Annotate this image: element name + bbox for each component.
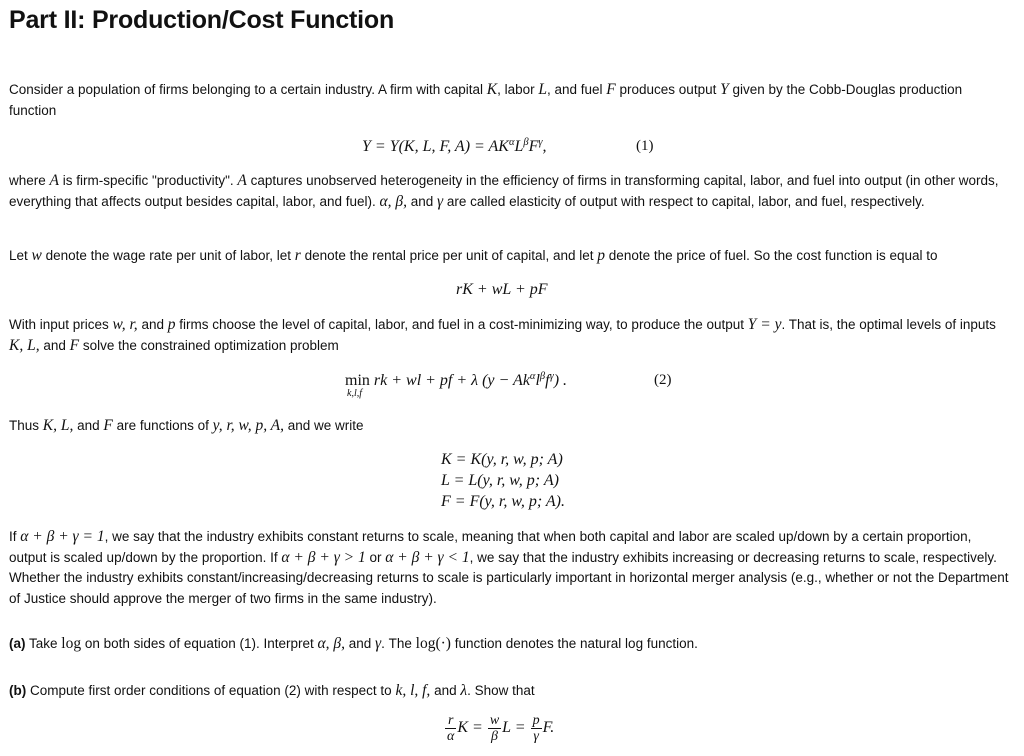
text-span: on both sides of equation (1). Interpret xyxy=(81,636,318,651)
math-var: p xyxy=(167,316,176,333)
text-span: Compute first order conditions of equation (2) with respect to xyxy=(26,683,396,698)
text-span: or xyxy=(365,549,386,565)
text-span: , and fuel xyxy=(547,82,607,97)
min-operator xyxy=(345,372,370,399)
text-span: and xyxy=(73,418,104,433)
text-span: is firm-specific "productivity". xyxy=(59,173,238,188)
equation-K: K = K(y, r, w, p; A) xyxy=(441,451,563,468)
text-span: . Show that xyxy=(467,683,535,698)
text-span: are functions of xyxy=(112,418,213,433)
min-text: min xyxy=(345,372,370,389)
math-var: K xyxy=(486,81,498,98)
question-a xyxy=(9,634,1012,655)
math-var: α + β + γ < 1 xyxy=(385,548,470,566)
text-span: denote the wage rate per unit of labor, let xyxy=(41,248,295,263)
fraction-r-alpha xyxy=(445,713,456,744)
text-span: and xyxy=(430,683,461,698)
equation-F: F = F(y, r, w, p; A). xyxy=(441,493,565,510)
text-span: , we say that the industry exhibits constant returns to scale, meaning that when both capital and labor are scaled up/down by a certain proportion, output is scaled up/down by the proportion. If xyxy=(9,529,972,565)
cost-equation: rK + wL + pF xyxy=(456,281,548,298)
eq-exponent: α xyxy=(508,137,515,148)
math-var: log(·) xyxy=(415,635,451,652)
math-var: α, β, xyxy=(317,635,345,652)
text-span: and xyxy=(137,317,168,332)
text-span: Take xyxy=(25,636,62,651)
equation-foc xyxy=(444,713,554,744)
eq-text: rk + wl + pf + λ (y − Ak xyxy=(369,372,530,389)
text-span: solve the constrained optimization problem xyxy=(79,337,339,353)
eq-text: F. xyxy=(542,719,555,737)
math-var: L xyxy=(538,81,547,98)
math-var: K, L, xyxy=(42,417,74,434)
math-var: log xyxy=(61,635,82,652)
math-var: F xyxy=(103,417,113,434)
math-var: α + β + γ > 1 xyxy=(281,548,366,566)
eq-exponent: β xyxy=(539,371,546,382)
text-span: where xyxy=(9,173,50,188)
math-var: A xyxy=(49,172,59,189)
text-span: and xyxy=(39,337,70,353)
eq-exponent: α xyxy=(529,371,536,382)
eq-text: , xyxy=(542,138,547,155)
prices-paragraph xyxy=(9,246,1012,267)
frac-denominator: γ xyxy=(533,729,539,744)
eq-exponent: γ xyxy=(549,371,554,382)
math-var: α, β, xyxy=(379,192,407,210)
math-var: γ xyxy=(375,635,382,652)
eq-text: K = xyxy=(457,719,487,737)
min-subscript: k,l,f xyxy=(347,388,362,399)
text-span: Let xyxy=(9,248,32,263)
math-var: w, r, xyxy=(112,316,138,333)
frac-denominator: α xyxy=(447,729,455,744)
math-var: w xyxy=(31,247,42,264)
text-span: produces output xyxy=(615,82,721,97)
fraction-p-gamma xyxy=(531,713,542,744)
math-var: K, L, xyxy=(9,336,40,354)
question-b xyxy=(9,681,1012,702)
frac-numerator: p xyxy=(532,713,540,728)
math-var: p xyxy=(597,247,606,264)
text-span: given by the Cobb-Douglas production function xyxy=(9,82,963,118)
question-label: (a) xyxy=(9,636,26,651)
text-span: denote the rental price per unit of capital, and let xyxy=(300,248,598,263)
text-span: firms choose the level of capital, labor, and fuel in a cost-minimizing way, to produce the output xyxy=(175,317,748,332)
math-var: r xyxy=(294,247,301,264)
eq-text: f xyxy=(545,372,550,389)
intro-paragraph xyxy=(9,80,1012,121)
text-span: Consider a population of firms belonging to a certain industry. A firm with capital xyxy=(9,82,487,97)
math-var: F xyxy=(606,81,616,98)
eq-text: L xyxy=(514,138,524,155)
text-span: Thus xyxy=(9,418,43,433)
text-span: , we say that the industry exhibits increasing or decreasing returns to scale, respectively. Whether the industry exhibits constant/increasing/decreasing returns to scale is particularly important in horizontal merger analysis (e.g., whether or not the Department of Justice should approve the merger of two firms in the same industry). xyxy=(9,549,1009,606)
functions-paragraph xyxy=(9,416,1012,437)
math-var: γ xyxy=(437,192,444,210)
math-var: Y = y xyxy=(747,316,782,333)
optimization-paragraph xyxy=(9,315,1012,356)
equation-1-number: (1) xyxy=(636,138,654,154)
text-span: , labor xyxy=(497,82,539,97)
math-var: F xyxy=(69,336,80,354)
text-span: denote the price of fuel. So the cost function is equal to xyxy=(605,248,938,263)
text-span: and xyxy=(344,636,376,651)
eq-text: L = xyxy=(502,719,530,737)
page-title: Part II: Production/Cost Function xyxy=(9,6,395,34)
math-var: y, r, w, p, A, xyxy=(212,417,285,434)
text-span: With input prices xyxy=(9,317,113,332)
math-var: k, l, f, xyxy=(395,682,431,699)
eq-exponent: γ xyxy=(538,137,543,148)
eq-text: l xyxy=(535,372,540,389)
text-span: and we write xyxy=(284,418,364,433)
fraction-w-beta xyxy=(488,713,501,744)
equation-L: L = L(y, r, w, p; A) xyxy=(441,472,559,489)
text-span: captures unobserved heterogeneity in the efficiency of firms in transforming capital, labor, and fuel into output (in other words, everything that affects output besides capital, labor, and fuel). xyxy=(9,173,999,209)
math-var: A xyxy=(237,172,247,189)
productivity-paragraph xyxy=(9,171,1012,212)
text-span: . That is, the optimal levels of inputs xyxy=(781,317,996,332)
question-label: (b) xyxy=(9,683,27,698)
eq-text: F xyxy=(528,138,539,155)
equation-2-number: (2) xyxy=(654,372,672,388)
text-span: . The xyxy=(381,636,416,651)
eq-text: Y = Y(K, L, F, A) = AK xyxy=(362,138,509,155)
math-var: Y xyxy=(720,81,729,98)
math-var: λ xyxy=(460,682,468,699)
eq-text: ) . xyxy=(553,372,568,389)
text-span: are called elasticity of output with respect to capital, labor, and fuel, respectively. xyxy=(443,193,925,209)
eq-exponent: β xyxy=(523,137,529,148)
frac-numerator: w xyxy=(489,713,500,728)
math-var: α + β + γ = 1 xyxy=(20,528,105,545)
frac-denominator: β xyxy=(491,729,498,744)
returns-to-scale-paragraph xyxy=(9,527,1012,609)
text-span: If xyxy=(9,529,21,544)
text-span: and xyxy=(406,193,438,209)
text-span: function denotes the natural log function. xyxy=(450,636,698,651)
frac-numerator: r xyxy=(445,713,456,729)
equation-2 xyxy=(345,371,568,399)
equation-1 xyxy=(362,137,547,156)
